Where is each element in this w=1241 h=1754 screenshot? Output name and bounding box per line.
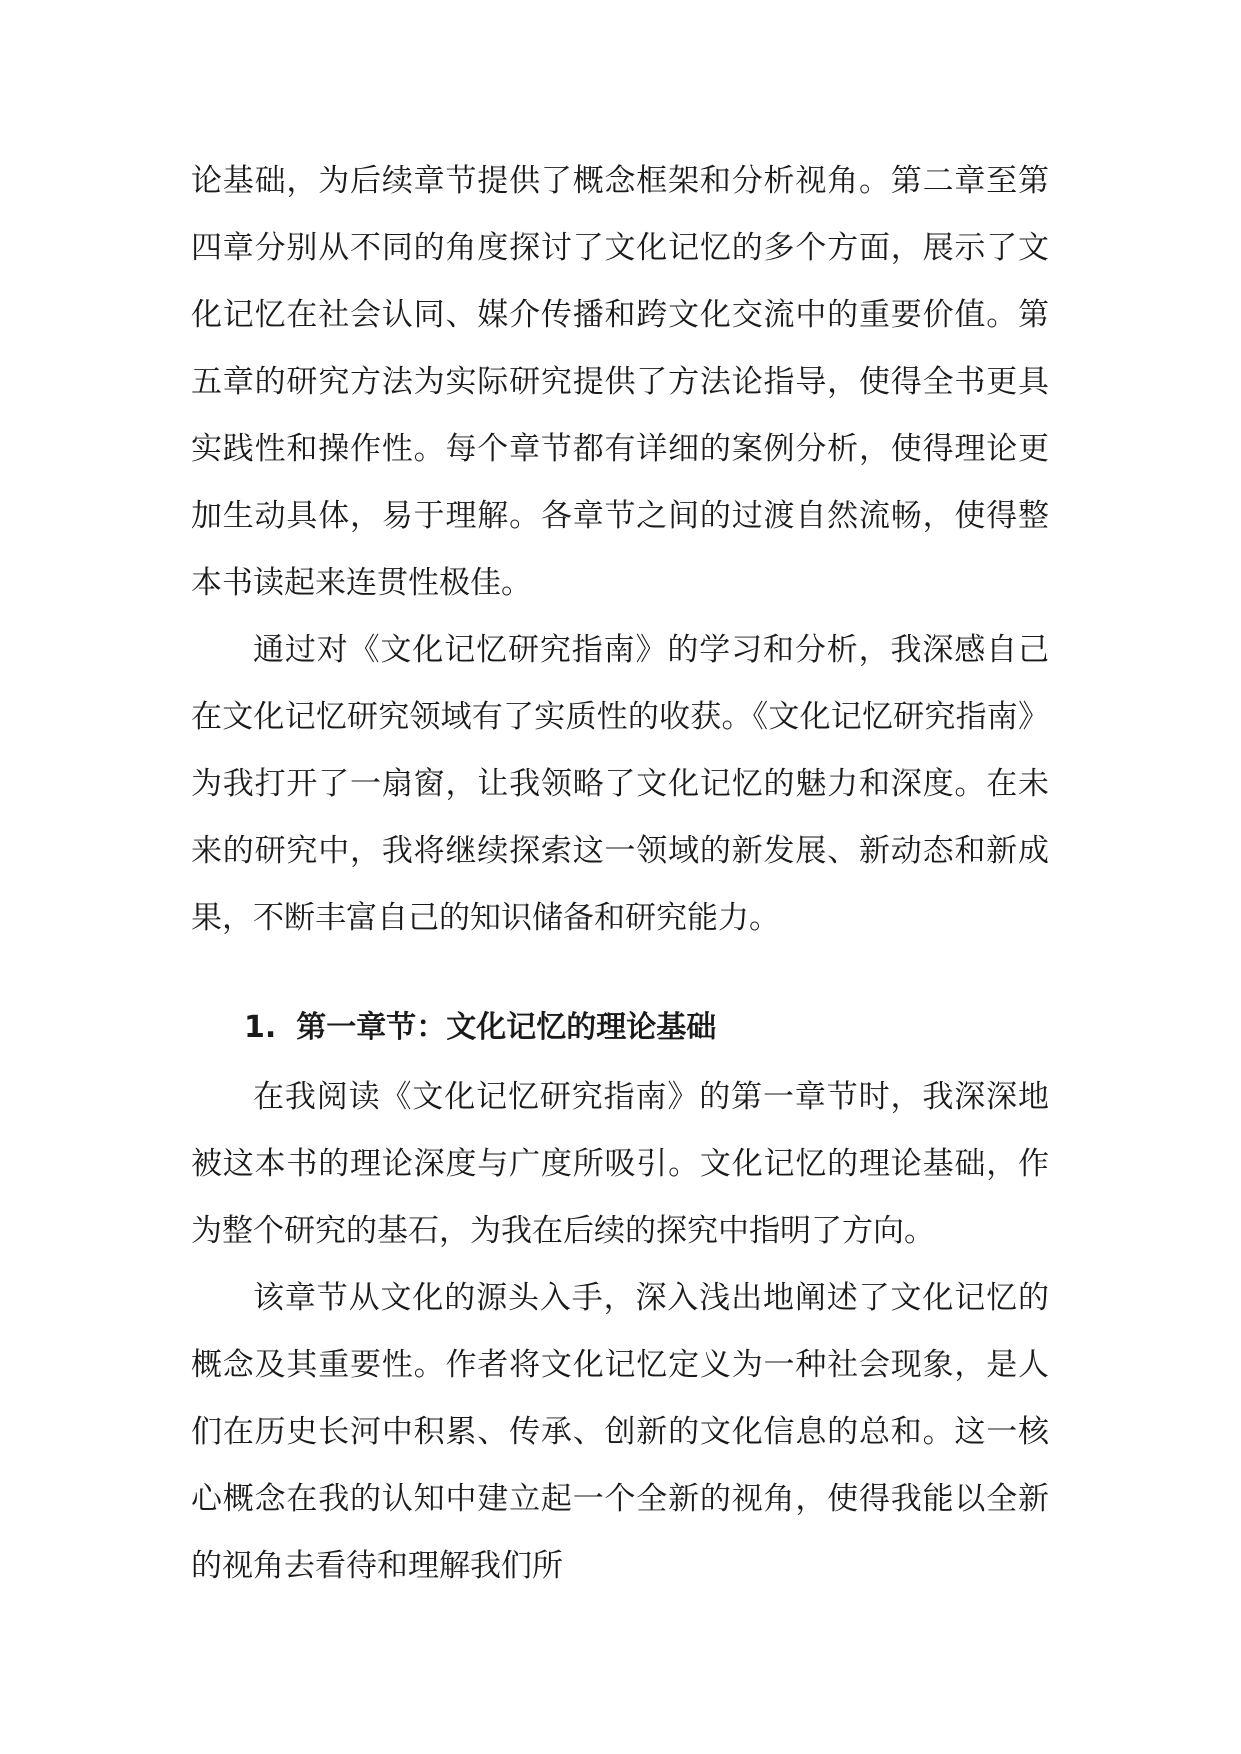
section-heading: [191, 992, 1049, 1064]
paragraph-chapter-intro: 在我阅读《文化记忆研究指南》的第一章节时，我深深地被这本书的理论深度与广度所吸引。文化记忆的理论基础，作为整个研究的基石，为我在后续的探究中指明了方向。: [191, 1079, 1049, 1249]
paragraph-reflection: 通过对《文化记忆研究指南》的学习和分析，我深感自己在文化记忆研究领域有了实质性的收获。《文化记忆研究指南》为我打开了一扇窗，让我领略了文化记忆的魅力和深度。在未来的研究中，我将继续探索这一领域的新发展、新动态和新成果，不断丰富自己的知识储备和研究能力。: [191, 632, 1049, 936]
paragraph-continuation: 论基础，为后续章节提供了概念框架和分析视角。第二章至第四章分别从不同的角度探讨了文化记忆的多个方面，展示了文化记忆在社会认同、媒介传播和跨文化交流中的重要价值。第五章的研究方法为实际研究提供了方法论指导，使得全书更具实践性和操作性。每个章节都有详细的案例分析，使得理论更加生动具体，易于理解。各章节之间的过渡自然流畅，使得整本书读起来连贯性极佳。: [191, 163, 1049, 601]
document-body: [191, 148, 1049, 1600]
section-title: 第一章节：文化记忆的理论基础: [296, 1010, 717, 1045]
section-number: 1.: [244, 1010, 277, 1045]
paragraph-chapter-body: 该章节从文化的源头入手，深入浅出地阐述了文化记忆的概念及其重要性。作者将文化记忆定义为一种社会现象，是人们在历史长河中积累、传承、创新的文化信息的总和。这一核心概念在我的认知中建立起一个全新的视角，使得我能以全新的视角去看待和理解我们所: [191, 1280, 1049, 1584]
